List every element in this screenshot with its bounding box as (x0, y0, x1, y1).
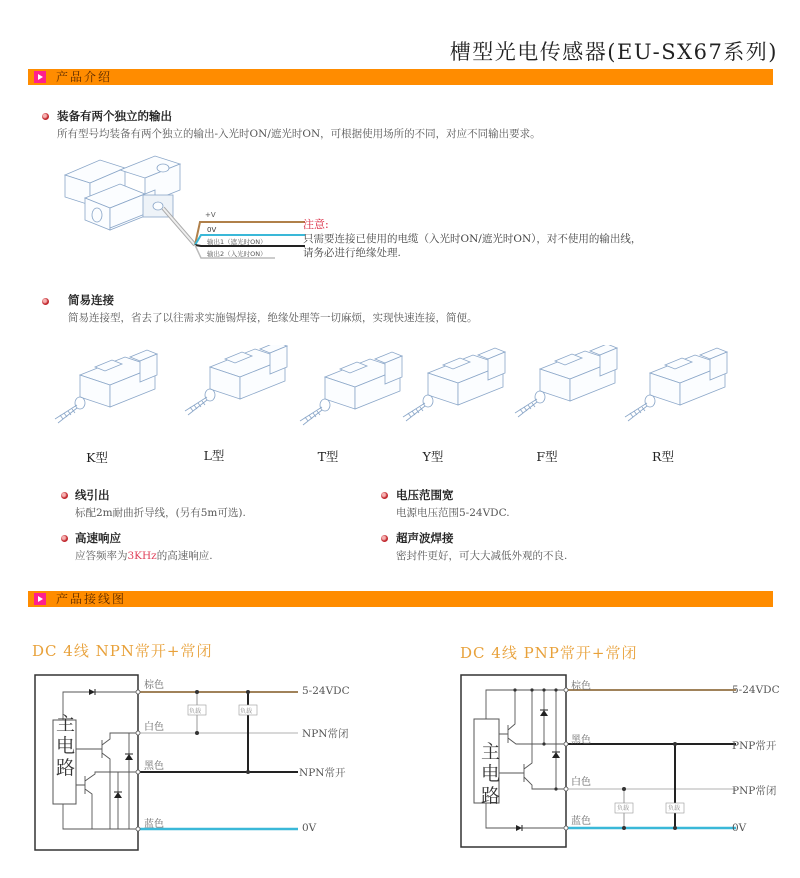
note-block (303, 216, 641, 260)
model-illustrations (50, 345, 750, 440)
sensor-wire-illustration (55, 150, 305, 265)
npn-diagram-title: DC 4线 NPN常开+常闭 (32, 642, 213, 660)
bullet-icon (381, 535, 388, 542)
main-circuit-char: 路 (56, 757, 76, 779)
wire-label-plus-v: +V (205, 211, 216, 219)
main-circuit-char: 主 (56, 713, 76, 735)
bullet-icon (42, 298, 49, 305)
npn-load-1: 负载 (189, 708, 202, 715)
main-circuit-char: 电 (56, 735, 76, 757)
pnp-output-no: PNP常开 (732, 740, 777, 752)
npn-output-supply: 5-24VDC (302, 685, 350, 697)
npn-load-2: 负载 (240, 708, 253, 715)
model-label-l: L型 (203, 448, 225, 463)
pnp-output-nc: PNP常闭 (732, 785, 777, 797)
bullet-icon (61, 535, 68, 542)
note-title: 注意: (303, 218, 329, 231)
bullet-icon (42, 113, 49, 120)
feature-title-welding: 超声波焊接 (396, 531, 454, 545)
wire-label-output1: 输出1（遮光时ON） (207, 238, 267, 246)
main-circuit-char: 电 (481, 763, 501, 785)
response-text-suffix: 的高速响应. (156, 550, 213, 562)
npn-wire-black-label: 黑色 (144, 761, 164, 772)
note-line-2: 请务必进行绝缘处理. (303, 247, 401, 259)
pnp-diagram-title: DC 4线 PNP常开+常闭 (460, 644, 638, 662)
feature-text-cable: 标配2m耐曲折导线，(另有5m可选). (75, 507, 246, 519)
response-text-prefix: 应答频率为 (75, 550, 128, 562)
feature-text-response (75, 548, 213, 563)
pnp-wire-blue-label: 蓝色 (571, 816, 591, 827)
npn-output-no: NPN常开 (299, 767, 346, 779)
play-marker-icon (34, 593, 46, 605)
response-frequency: 3KHz (127, 550, 157, 562)
feature-text-dual-output: 所有型号均装备有两个独立的输出-入光时ON/遮光时ON，可根据使用场所的不同，对应不同输出要求。 (57, 128, 541, 140)
npn-wire-white-label: 白色 (144, 722, 164, 733)
npn-wire-brown-label: 棕色 (144, 680, 164, 691)
wire-label-0v: 0V (207, 226, 217, 234)
feature-title-cable: 线引出 (75, 488, 110, 502)
npn-output-0v: 0V (302, 822, 317, 834)
model-label-y: Y型 (422, 449, 444, 464)
feature-title-dual-output: 装备有两个独立的输出 (57, 109, 172, 123)
feature-title-voltage: 电压范围宽 (396, 488, 454, 502)
note-line-1: 只需要连接已使用的电缆（入光时ON/遮光时ON），对不使用的输出线， (303, 233, 642, 245)
feature-title-easy-connect: 简易连接 (68, 293, 114, 307)
pnp-load-2: 负载 (668, 805, 681, 812)
section-label: 产品接线图 (56, 592, 127, 606)
play-marker-icon (34, 71, 46, 83)
main-circuit-char: 主 (481, 741, 501, 763)
section-header-intro (28, 69, 773, 85)
feature-text-easy-connect: 简易连接型，省去了以往需求实施锡焊接，绝缘处理等一切麻烦，实现快速连接，简便。 (68, 312, 478, 324)
pnp-wire-brown-label: 棕色 (571, 681, 591, 692)
feature-text-welding: 密封件更好，可大大减低外观的不良. (396, 550, 568, 562)
page-title: 槽型光电传感器(EU-SX67系列) (449, 40, 778, 64)
npn-wiring-diagram (30, 670, 400, 855)
main-circuit-char: 路 (481, 785, 501, 807)
bullet-icon (61, 492, 68, 499)
model-label-f: F型 (536, 449, 558, 464)
bullet-icon (381, 492, 388, 499)
npn-wire-blue-label: 蓝色 (144, 819, 164, 830)
pnp-output-0v: 0V (732, 822, 747, 834)
npn-output-nc: NPN常闭 (302, 728, 349, 740)
pnp-output-supply: 5-24VDC (732, 684, 780, 696)
model-label-k: K型 (86, 450, 108, 465)
pnp-load-1: 负载 (617, 805, 630, 812)
feature-title-response: 高速响应 (75, 531, 121, 545)
section-header-wiring (28, 591, 773, 607)
pnp-main-circuit (481, 741, 501, 807)
pnp-wire-white-label: 白色 (571, 777, 591, 788)
model-label-r: R型 (652, 449, 674, 464)
npn-main-circuit (56, 713, 76, 779)
section-label: 产品介绍 (56, 70, 113, 84)
pnp-wire-black-label: 黑色 (571, 735, 591, 746)
feature-text-voltage: 电源电压范围5-24VDC. (396, 507, 510, 519)
model-label-t: T型 (317, 449, 339, 464)
pnp-wiring-diagram (458, 672, 798, 857)
wire-label-output2: 输出2（入光时ON） (207, 250, 267, 258)
